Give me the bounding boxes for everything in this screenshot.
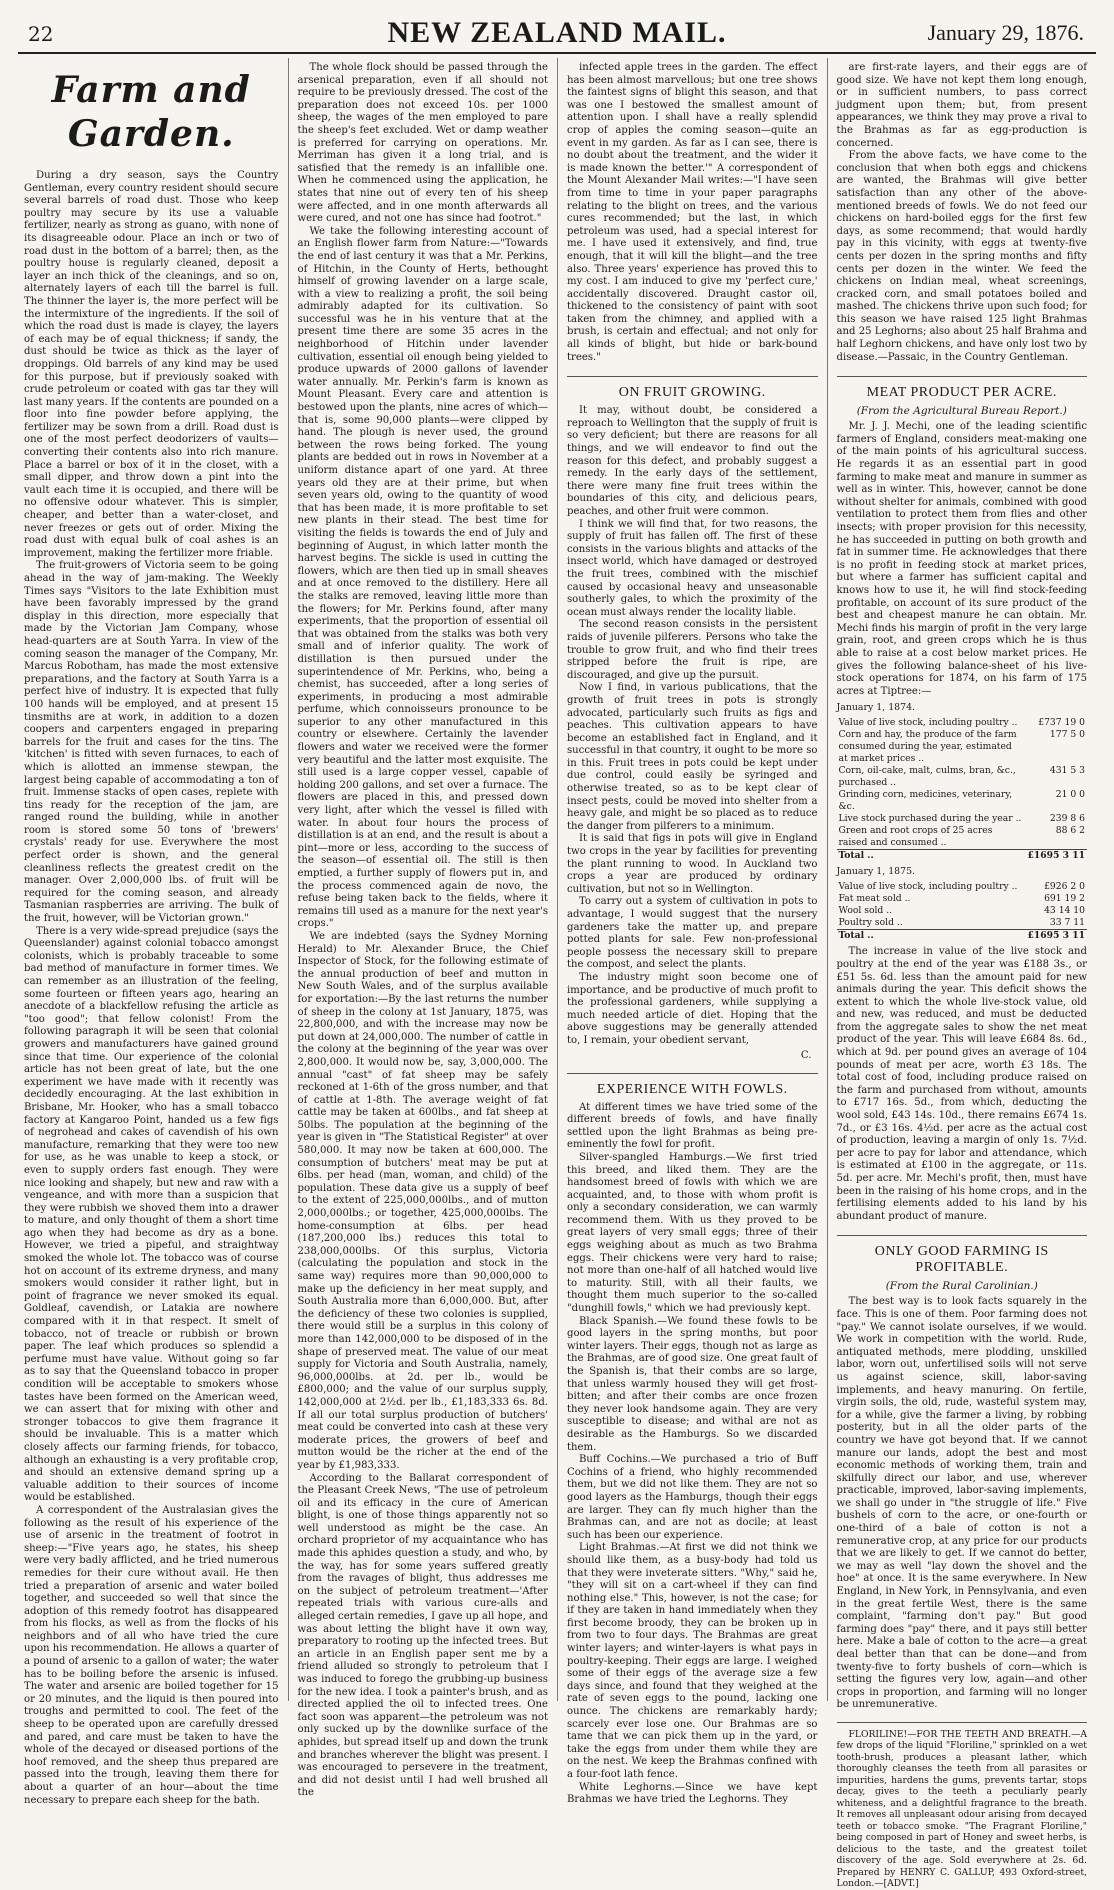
balance-sheet-1875-date: January 1, 1875. [836, 866, 916, 878]
article-paragraph: Light Brahmas.—At first we did not think we should like them, as a busy-body had told us that they were inveterate sitters. "Why," said he, "they will sit on a cart-wheel if they can find nothing else." This, however, is not the case; for if they are taken in hand immediately when they first become broody, they can be broken up in from two to four days. The Brahmas are great winter layers; and winter-layers is what pays in poultry-keeping. Their eggs are large. I weighed some of their eggs of the average size a few days since, and found that they weighed at the rate of seven eggs to the pound, lacking one ounce. The chickens are remarkably hardy; scarcely ever lose one. Our Brahmas are so tame that we can pick them up in the yard, or take the eggs from under them while they are on the nest. We keep the Brahmas confined with a four-foot lath fence. [567, 1542, 818, 1780]
balance-row [837, 850, 1088, 863]
balance-item: Green and root crops of 25 acres raised and consumed .. [838, 825, 993, 849]
balance-item: Corn and hay, the produce of the farm consumed during the year, estimated at market prices .. [838, 729, 1017, 765]
balance-sheet-1874-date: January 1, 1874. [836, 702, 916, 714]
balance-item: Poultry sold .. [838, 917, 903, 929]
article-paragraph: The fruit-growers of Victoria seem to be going ahead in the way of jam-making. The Weekly Times says "Visitors to the late Exhibition must have been favorably impressed by the grand display in this direction, more especially that made by the Victorian Jam Company, whose head-quarters are at South Yarra. In view of the coming season the manager of the Company, Mr. Marcus Robotham, has made the most extensive preparations, and the factory at South Yarra is a perfect hive of industry. It is expected that fully 100 hands will be employed, and at present 15 tinsmiths are at work, in addition to a dozen coopers and carpenters engaged in preparing barrels for the fruit and cases for the tins. The 'kitchen' is fitted with seven furnaces, to each of which is allotted an immense stewpan, the largest being capable of accommodating a ton of fruit. Immense stacks of open cases, replete with tins ready for the reception of the jam, are ranged round the building, while in another room is stored some 50 tons of 'brewers' crystals' ready for use. Everywhere the most perfect order is shown, and the general cleanliness reflects the greatest credit on the manager. Over 2,000,000 lbs. of fruit will be required for the coming season, and already Tasmanian raspberries are arriving. The bulk of the fruit, however, will be Victorian grown." [24, 560, 279, 925]
balance-sheet-1875 [837, 881, 1088, 942]
column-1 [18, 58, 288, 1806]
balance-item: Grinding corn, medicines, veterinary, &c. [838, 789, 1013, 813]
balance-amount: 88 6 2 [1055, 825, 1085, 837]
balance-row [837, 893, 1088, 905]
masthead [18, 12, 1096, 54]
balance-row [837, 930, 1088, 943]
balance-item: Wool sold .. [838, 905, 893, 917]
good-farming-source: (From the Rural Carolinian.) [885, 1280, 1038, 1293]
balance-row [837, 789, 1088, 813]
article-paragraph: According to the Ballarat correspondent of the Pleasant Creek News, "The use of petroleum oil and its efficacy in the cure of American blight, is one of those things apparently not so well understood as might be the case. An orchard proprietor of my acquaintance who has made this aphides question a study, and who, by the way, has for some years suffered greatly from the ravages of blight, thus addresses me on the subject of petroleum treatment—'After repeated trials with various cure-alls and alleged certain remedies, I gave up all hope, and was about letting the blight have it own way, preparatory to rooting up the infected trees. But an article in an English paper sent me by a friend alluded so strongly to petroleum that I was induced to forego the grubbing-up business for the new idea. I took a painter's brush, and as directed applied the oil to infected trees. One fact soon was apparent—the petroleum was not only sucked up by the downlike surface of the aphides, but spread itself up and down the trunk and branches wherever the blight was present. I was encouraged to persevere in the treatment, and did not desist until I had well brushed all the [297, 1472, 548, 1799]
article-paragraph: The industry might soon become one of importance, and be productive of much profit to the professional gardeners, while supplying a much needed article of diet. Hoping that the above suggestions may be generally attended to, I remain, your obedient servant, [567, 971, 818, 1046]
balance-amount: £1695 3 11 [1027, 850, 1085, 862]
balance-row [837, 905, 1088, 917]
balance-item: Total .. [837, 930, 1024, 943]
balance-row [837, 917, 1088, 930]
balance-amount: 21 0 0 [1055, 789, 1085, 801]
floriline-advert: FLORILINE!—FOR THE TEETH AND BREATH.—A few drops of the liquid "Floriline," sprinkled on a wet tooth-brush, produces a pleasant lather, which thoroughly cleanses the teeth from all parasites or impurities, hardens the gums, prevents tartar, stops decay, gives to the teeth a peculiarly pearly whiteness, and a delightful fragrance to the breath. It removes all unpleasant odour arising from decayed teeth or tobacco smoke. "The Fragrant Floriline," being composed in part of Honey and sweet herbs, is delicious to the taste, and the greatest toilet discovery of the age. Sold everywhere at 2s. 6d. Prepared by HENRY C. GALLUP, 493 Oxford-street, London.—[ADVT.] [837, 1722, 1088, 1890]
article-paragraph: Silver-spangled Hamburgs.—We first tried this breed, and liked them. They are the handsomest breed of fowls with which we are acquainted, and, to those with whom profit is only a secondary consideration, we can warmly recommend them. With us they proved to be great layers of very small eggs; three of their eggs weighing about as much as two Brahma eggs. Their chickens were very hard to raise; not more than one-half of all hatched would live to maturity. Still, with all their faults, we thought them much superior to the so-called "dunghill fowls," which we had previously kept. [567, 1151, 818, 1315]
article-paragraph: We take the following interesting account of an English flower farm from Nature:—"Towards the end of last century it was that a Mr. Perkins, of Hitchin, in the County of Herts, bethought himself of growing lavender on a large scale, with a view to realizing a profit, the soil being admirably adapted for its cultivation. So successful was he in his venture that at the present time there are some 35 acres in the neighborhood of Hitchin under lavender cultivation, essential oil enough being yielded to produce upwards of 2000 gallons of lavender water annually. Mr. Perkin's farm is known as Mount Pleasant. Every care and attention is bestowed upon the plants, nine acres of which—that is, some 90,000 plants—were clipped by hand. The plough is never used, the ground between the rows being forked. The young plants are bedded out in rows in November at a uniform distance apart of one yard. At three years old they are at their prime, but when seven years old, owing to the quantity of wood that has been made, it is more profitable to set new plants in their stead. The best time for visiting the fields is towards the end of July and beginning of August, in which latter month the harvest begins. The sickle is used in cutting the flowers, which are then tied up in small sheaves and at once removed to the distillery. Here all the stalks are removed, leaving little more than the flowers; for Mr. Perkins found, after many experiments, that the proportion of essential oil that was obtained from the stalks was both very small and of inferior quality. The work of distillation is then pursued under the superintendence of Mr. Perkins, who, being a chemist, has succeeded, after a long series of experiments, in producing a most admirable perfume, which connoisseurs pronounce to be superior to any other manufactured in this country or elsewhere. Certainly the lavender flowers and water we received were the former very beautiful and the latter most exquisite. The still used is a large copper vessel, capable of holding 200 gallons, and set over a furnace. The flowers are placed in this, and pressed down very light, after which the vessel is filled with water. In about four hours the process of distillation is at an end, and the result is about a pint—more or less, according to the success of the season—of essential oil. The still is then emptied, a further supply of flowers put in, and the process commenced again de novo, the refuse being taken back to the fields, where it remains till used as a manure for the next year's crops." [297, 225, 548, 930]
balance-amount: 177 5 0 [1049, 729, 1085, 741]
article-paragraph: Black Spanish.—We found these fowls to be good layers in the spring months, but poor winter layers. Their eggs, though not as large as the Brahmas, are of good size. One great fault of the Spanish is, that their combs are so large, that unless warmly housed they will get frost-bitten; and after their combs are once frozen they never look handsome again. They are very susceptible to disease; and withal are not as desirable as the Hamburgs. So we discarded them. [567, 1315, 818, 1453]
article-paragraph: Buff Cochins.—We purchased a trio of Buff Cochins of a friend, who highly recommended them, but we did not like them. They are not so good layers as the Hamburgs, though their eggs are larger. They can fly much higher than the Brahmas can, and are not as docile; at least such has been our experience. [567, 1454, 818, 1541]
balance-row [837, 717, 1088, 729]
article-paragraph: are first-rate layers, and their eggs are of good size. We have not kept them long enough, or in sufficient numbers, to pass correct judgment upon them; but, from present appearances, we think they may prove a rival to the Brahmas as far as egg-production is concerned. [836, 62, 1087, 149]
article-paragraph: infected apple trees in the garden. The effect has been almost marvellous; but one tree shows the faintest signs of blight this season, and that was one I bestowed the smallest amount of attention upon. I shall have a really splendid crop of apples the coming season—quite an event in my garden. As far as I can see, there is no doubt about the treatment, and the wider it is made known the better.'" A correspondent of the Mount Alexander Mail writes:—"I have seen from time to time in your paper paragraphs relating to the blight on trees, and the various cures recommended; but the last, in which petroleum was used, had a special interest for me. I have used it extensively, and find, true enough, that it will kill the blight—and the tree also. Three years' experience has proved this to my cost. I am induced to give my 'perfect cure,' accidentally discovered. Draught castor oil, thickened to the consistency of paint with soot taken from the chimney, and applied with a brush, is certain and effectual; and not only for all kinds of blight, but hide or bark-bound trees." [567, 62, 818, 363]
article-paragraph: At different times we have tried some of the different breeds of fowls, and have finally settled upon the light Brahmas as being pre-eminently the fowl for profit. [567, 1101, 818, 1151]
balance-item: Value of live stock, including poultry .. [838, 717, 1018, 729]
good-farming-heading: ONLY GOOD FARMING IS PROFITABLE. [837, 1235, 1088, 1276]
article-paragraph: Mr. J. J. Mechi, one of the leading scientific farmers of England, considers meat-making one of the main points of his agricultural success. He regards it as an essential part in good farming to make meat and manure in summer as well as in winter. This, however, cannot be done without shelter for animals, combined with good ventilation to protect them from flies and other insects; with proper provision for this necessity, he has succeeded in putting on both growth and fat in summer time. He acknowledges that there is no profit in feeding stock at market prices, but where a farmer has sufficient capital and knows how to use it, he will find stock-feeding profitable, on account of its sure product of the best and cheapest manure he can obtain. Mr. Mechi finds his margin of profit in the very large grain, root, and green crops which he is thus able to raise at a cost below market prices. He gives the following balance-sheet of his live-stock operations for 1874, on his farm of 175 acres at Tiptree:— [836, 421, 1087, 697]
article-paragraph: It may, without doubt, be considered a reproach to Wellington that the supply of fruit is so very deficient; but there are reasons for all things, and we will endeavor to find out the reason for this defect, and probably suggest a remedy. In the early days of the settlement, there were many fine fruit trees within the boundaries of this city, and delicious pears, peaches, and other fruit were common. [567, 405, 818, 517]
balance-amount: 431 5 3 [1049, 765, 1085, 777]
balance-amount: £1695 3 11 [1024, 930, 1087, 943]
column-3 [557, 58, 827, 1806]
balance-item: Fat meat sold .. [838, 893, 911, 905]
balance-item: Corn, oil-cake, malt, culms, bran, &c., purchased .. [838, 765, 1016, 789]
article-paragraph: We are indebted (says the Sydney Morning Herald) to Mr. Alexander Bruce, the Chief Inspector of Stock, for the following estimate of the annual production of beef and mutton in New South Wales, and of the surplus available for exportation:—By the last returns the number of sheep in the colony at 1st January, 1875, was 22,800,000, and with the increase may now be put down at 24,000,000. The number of cattle in the colony at the beginning of the year was over 2,800,000. It would now be, say, 3,000,000. The annual "cast" of fat sheep may be safely reckoned at 1-6th of the gross number, and that of cattle at 1-8th. The average weight of fat cattle may be taken at 600lbs., and fat sheep at 50lbs. The population at the beginning of the year is given in "The Statistical Register" at over 580,000. It may now be taken at 600,000. The consumption of butchers' meat may be put at 6lbs. per head (man, woman, and child) of the population. These data give us a supply of beef to the extent of 225,000,000lbs., and of mutton 2,000,000lbs.; or together, 425,000,000lbs. The home-consumption at 6lbs. per head (187,200,000 lbs.) reduces this total to 238,000,000lbs. Of this surplus, Victoria (calculating the population and stock in the same way) requires more than 90,000,000 to make up the deficiency in her meat supply, and South Australia more than 6,000,000. But, after the deficiency of these two colonies is supplied, there would still be a surplus in this colony of more than 142,000,000 to be disposed of in the shape of preserved meat. The value of our meat supply for Victoria and South Australia, namely, 96,000,000lbs. at 2d. per lb., would be £800,000; and the value of our surplus supply, 142,000,000 at 2½d. per lb., £1,183,333 6s. 8d. If all our total surplus production of butchers' meat could be converted into cash at these very moderate prices, the growers of beef and mutton would be the richer at the end of the year by £1,983,333. [297, 930, 548, 1471]
balance-sheet-1874 [837, 717, 1088, 862]
article-paragraph: It is said that figs in pots will give in England two crops in the year by facilities for preventing the plant running to wood. In Auckland two crops a year are produced by ordinary cultivation, but not so in Wellington. [567, 833, 818, 895]
balance-item: Value of live stock, including poultry .. [838, 881, 1018, 893]
balance-amount: 43 14 10 [1044, 905, 1085, 917]
paper-title: NEW ZEALAND MAIL. [387, 16, 727, 49]
article-paragraph: White Leghorns.—Since we have kept Brahmas we have tried the Leghorns. They [567, 1781, 818, 1806]
balance-amount: 691 19 2 [1044, 893, 1085, 905]
article-paragraph: The second reason consists in the persistent raids of juvenile pilferers. Persons who take the trouble to grow fruit, and who find their trees stripped before the fruit is ripe, are discouraged, and give up the pursuit. [567, 619, 818, 681]
article-paragraph: To carry out a system of cultivation in pots to advantage, I would suggest that the nursery gardeners take the matter up, and prepare potted plants for sale. Few non-professional people possess the necessary skill to prepare the compost, and select the plants. [567, 896, 818, 971]
balance-amount: £737 19 0 [1038, 717, 1085, 729]
article-paragraph: I think we will find that, for two reasons, the supply of fruit has fallen off. The first of these consists in the various blights and attacks of the insect world, which have damaged or destroyed the fruit trees, combined with the mischief caused by occasional heavy and unseasonable southerly gales, to which the proximity of the ocean must always render the locality liable. [567, 518, 818, 618]
balance-row [837, 825, 1088, 850]
balance-row [837, 881, 1088, 893]
balance-row [837, 729, 1088, 765]
meat-product-heading: MEAT PRODUCT PER ACRE. [837, 376, 1088, 401]
balance-row [837, 813, 1088, 825]
signoff: C. [800, 1049, 812, 1061]
article-paragraph: There is a very wide-spread prejudice (says the Queenslander) against colonial tobacco amongst colonists, which is probably traceable to some bad method of manufacture in former times. We can remember as an illustration of the feeling, some fourteen or fifteen years ago, hearing an anecdote of a blackfellow refusing the article as "too good"; that fellow colonist! From the following paragraph it will be seen that colonial growers and manufacturers have gained ground since that time. Our experience of the colonial article has not been great of late, but the one experiment we have made with it recently was decidedly encouraging. At the last exhibition in Brisbane, Mr. Hooker, who has a small tobacco factory at Kangaroo Point, handed us a few figs of negrohead and cakes of cavendish of his own manufacture, remarking that they were too new for use, as he was unable to keep a stock, or even to supply orders fast enough. They were nice looking and shapely, but new and raw with a vengeance, and with more than a suspicion that they were rubbish we shoved them into a drawer to mature, and only thought of them a short time ago when they had become as dry as a bone. However, we tried a pipeful, and straightway smoked the whole lot. The tobacco was of course hot on account of its extreme dryness, and many smokers would consider it rather light, but in point of fragrance we never smoked its equal. Goldleaf, cavendish, or Latakia are nowhere compared with it in that respect. It smelt of tobacco, not of treacle or rubbish or brown paper. The leaf which produces so splendid a perfume must have value. Without going so far as to say that the Queensland tobacco in proper condition will be acceptable to smokers whose tastes have been formed on the American weed, we can assert that for mixing with other and stronger tobaccos to give them fragrance it should be invaluable. This is a matter which closely affects our farming friends, for tobacco, although an exhausting is a very profitable crop, and should an extensive demand spring up a valuable addition to their sources of income would be established. [24, 925, 279, 1504]
issue-date: January 29, 1876. [927, 20, 1084, 45]
article-paragraph: A correspondent of the Australasian gives the following as the result of his experience of the use of arsenic in the treatment of footrot in sheep:—"Five years ago, he states, his sheep were very badly afflicted, and he tried numerous remedies for their cure without avail. He then tried a preparation of arsenic and water boiled together, and succeeded so well that since the adoption of this remedy footrot has disappeared from his flocks, as well as from the flocks of his neighbors and of all who have tried the cure upon his recommendation. He allows a quarter of a pound of arsenic to a gallon of water; the water has to be boiling before the arsenic is infused. The water and arsenic are boiled together for 15 or 20 minutes, and the liquid is then poured into troughs and permitted to cool. The feet of the sheep to be operated upon are carefully dressed and pared, and care must be taken to have the whole of the decayed or diseased portions of the hoof removed, and the sheep thus prepared are passed into the trough, leaving them there for about a quarter of an hour—about the time necessary to prepare each sheep for the bath. [24, 1504, 279, 1806]
fruit-growing-heading: ON FRUIT GROWING. [567, 376, 818, 401]
columns [18, 58, 1096, 1890]
article-paragraph: The whole flock should be passed through the arsenical preparation, even if all should not require to be previously dressed. The cost of the preparation does not exceed 10s. per 1000 sheep, the wages of the men employed to pare the sheep's feet excluded. Wet or damp weather is preferred for carrying on operations. Mr. Merriman has given it a long trial, and is satisfied that the remedy is an infallible one. When he commenced using the application, he states that nine out of every ten of his sheep were affected, and in one month afterwards all were cured, and not one has since had footrot." [297, 62, 548, 225]
article-paragraph: From the above facts, we have come to the conclusion that when both eggs and chickens are wanted, the Brahmas will give better satisfaction than any other of the above-mentioned breeds of fowls. We do not feed our chickens on hard-boiled eggs for the first few days, as some recommend; that would hardly pay in this vicinity, with eggs at twenty-five cents per dozen in the spring months and fifty cents per dozen in the winter. We feed the chickens on Indian meal, wheat screenings, cracked corn, and small potatoes boiled and mashed. The chickens thrive upon such food; for this season we have raised 125 light Brahmas and 25 Leghorns; also about 25 half Brahma and half Leghorn chickens, and have only lost two by disease.—Passaic, in the Country Gentleman. [836, 150, 1087, 363]
balance-amount: £926 2 0 [1044, 881, 1085, 893]
meat-product-source: (From the Agricultural Bureau Report.) [856, 405, 1067, 418]
column-4 [827, 58, 1097, 1890]
article-paragraph: The increase in value of the live stock and poultry at the end of the year was £188 3s., or £51 5s. 6d. less than the amount paid for new animals during the year. This deficit shows the extent to which the whole live-stock value, old and new, was reduced, and must be deducted from the aggregate sales to show the net meat product of the year. This will leave £684 8s. 6d., which at 9d. per pound gives an average of 104 pounds of meat per acre, worth £3 18s. The total cost of food, including produce raised on the farm and purchased from without, amounts to £717 16s. 5d., from which, deducting the wool sold, £43 14s. 10d., there remains £674 1s. 7d., or £3 16s. 4½d. per acre as the actual cost of production, leaving a margin of only 1s. 7½d. per acre to pay for labor and attendance, which is estimated at £100 in the aggregate, or 11s. 5d. per acre. Mr. Mechi's profit, then, must have been in the raising of his home crops, and in the fertilising elements added to his land by his abundant product of manure. [836, 946, 1087, 1222]
article-paragraph: During a dry season, says the Country Gentleman, every country resident should secure several barrels of road dust. Those who keep poultry may secure by its use a valuable fertilizer, nearly as strong as guano, with none of its disagreeable odour. Place an inch or two of road dust in the bottom of a barrel; then, as the poultry house is regularly cleaned, deposit a layer an inch thick of the cleanings, and so on, alternately layers of each till the barrel is full. The thinner the layer is, the more perfect will be the intermixture of the ingredients. If the soil of which the road dust is made is clayey, the layers of each may be of equal thickness; if sandy, the dust should be twice as thick as the layer of droppings. Old barrels of any kind may be used for this purpose, but if previously soaked with crude petroleum or coated with gas tar they will last many years. If the contents are pounded on a floor into fine powder before applying, the fertilizer may be sown from a drill. Road dust is one of the most perfect deodorizers of vaults—converting their contents also into rich manure. Place a barrel or box of it in the closet, with a small dipper, and throw down a pint into the vault each time it is occupied, and there will be no offensive odour whatever. This is simpler, cheaper, and better than a water-closet, and never freezes or gets out of order. Mixing the road dust with equal bulk of coal ashes is an improvement, making the fertilizer more friable. [24, 170, 279, 559]
article-paragraph: The best way is to look facts squarely in the face. This is one of them. Poor farming does not "pay." We cannot isolate ourselves, if we would. We work in competition with the world. Rude, antiquated methods, mere plodding, unskilled labor, worn out, unfertilised soils will not serve us against science, skill, labor-saving implements, and heavy manuring. On fertile, virgin soils, the old, rude, wasteful system may, for a while, give the farmer a living, by robbing posterity, but in all the older parts of the country we have got beyond that. If we cannot manure our lands, adopt the best and most economic methods of working them, train and skilfully direct our labor, and use, wherever practicable, improved, labor-saving implements, we shall go under in "the struggle of life." Five bushels of corn to the acre, or one-fourth or one-third of a bale of cotton is not a remunerative crop, at any price for our products that we are likely to get. If we cannot do better, we may as well "lay down the shovel and the hoe" at once. It is the same everywhere. In New England, in New York, in Pennsylvania, and even in the great fertile West, there is the same complaint, "farming don't pay." But good farming does "pay" there, and it pays still better here. Make a bale of cotton to the acre—a great deal better than that can be done—and from twenty-five to forty bushels of corn—which is setting the figures very low, again—and other crops in proportion, and farming will no longer be unremunerative. [836, 1296, 1087, 1711]
balance-item: Live stock purchased during the year .. [838, 813, 1022, 825]
balance-amount: 33 7 11 [1049, 917, 1085, 929]
balance-item: Total .. [837, 850, 1026, 863]
page-number: 22 [28, 22, 54, 46]
column-2 [288, 58, 558, 1799]
section-title: Farm and Garden. [51, 69, 251, 155]
fowls-heading: EXPERIENCE WITH FOWLS. [567, 1073, 818, 1098]
balance-row [837, 765, 1088, 789]
article-paragraph: Now I find, in various publications, that the growth of fruit trees in pots is strongly advocated, particularly such fruits as figs and peaches. This cultivation appears to have become an established fact in England, and it successful in that country, it ought to be more so in this. Fruit trees in pots could be kept under due control, could easily be syringed and otherwise treated, so as to be kept clear of insect pests, could be moved into shelter from a heavy gale, and might be so placed as to reduce the danger from pilferers to a minimum. [567, 682, 818, 832]
balance-amount: 239 8 6 [1049, 813, 1085, 825]
